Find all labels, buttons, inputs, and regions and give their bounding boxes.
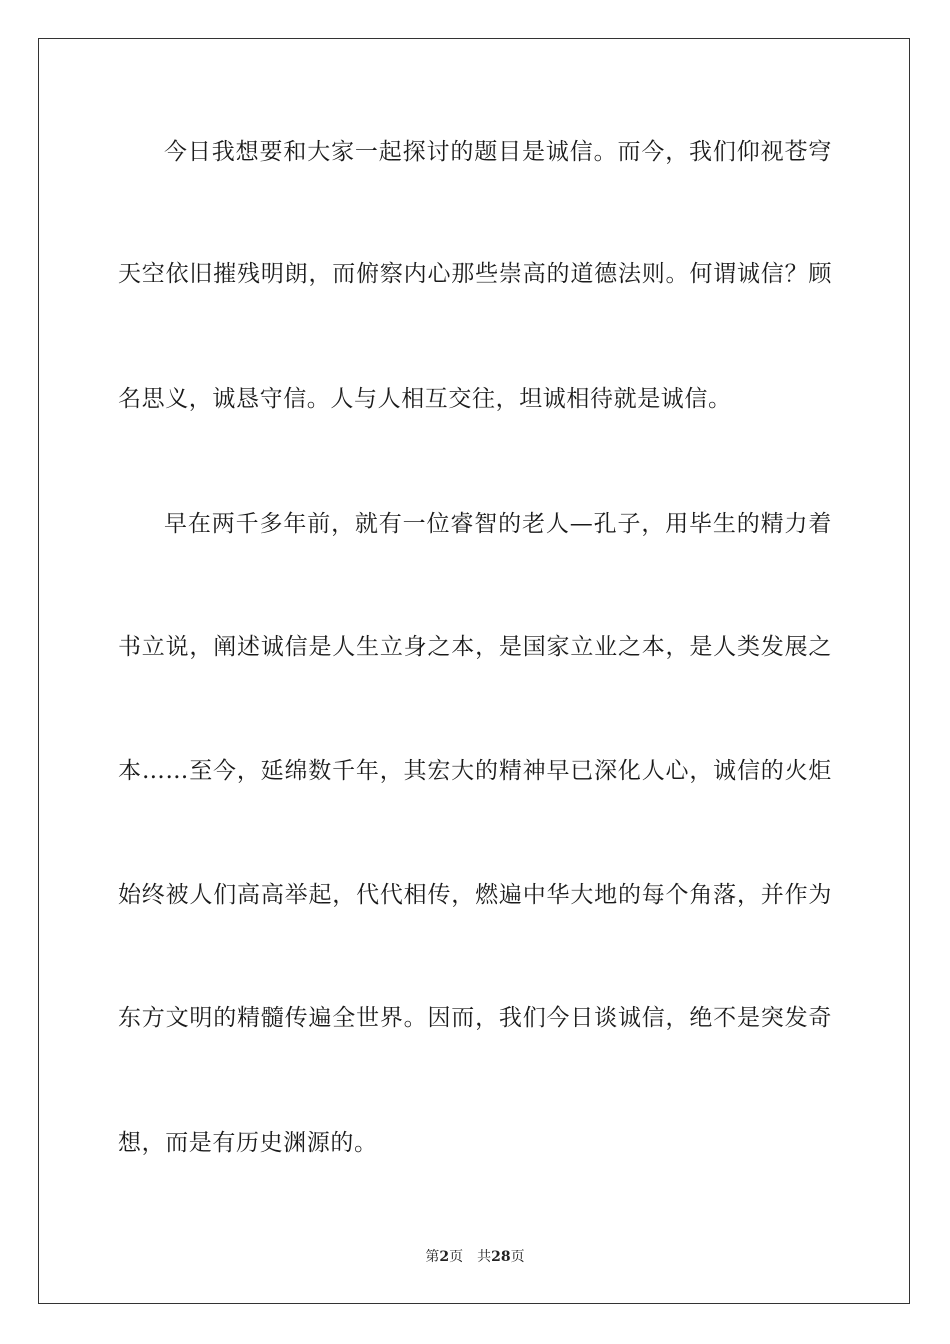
text-line: 书立说，阐述诚信是人生立身之本，是国家立业之本，是人类发展之 <box>118 634 832 660</box>
page-prefix: 第 <box>425 1249 440 1265</box>
text-line: 东方文明的精髓传遍全世界。因而，我们今日谈诚信，绝不是突发奇 <box>118 1005 832 1031</box>
text-line: 早在两千多年前，就有一位睿智的老人—孔子，用毕生的精力着 <box>164 511 832 537</box>
page-number-label <box>425 1249 463 1265</box>
total-pages: 28 <box>491 1249 511 1265</box>
page-suffix: 页 <box>449 1249 464 1265</box>
text-line: 天空依旧摧残明朗，而俯察内心那些崇高的道德法则。何谓诚信？顾 <box>118 261 832 287</box>
total-pages-label <box>477 1249 524 1265</box>
total-suffix: 页 <box>510 1249 525 1265</box>
text-line: 本……至今，延绵数千年，其宏大的精神早已深化人心，诚信的火炬 <box>118 758 832 784</box>
text-line: 想，而是有历史渊源的。 <box>118 1130 378 1156</box>
text-line: 始终被人们高高举起，代代相传，燃遍中华大地的每个角落，并作为 <box>118 882 832 908</box>
text-line: 今日我想要和大家一起探讨的题目是诚信。而今，我们仰视苍穹 <box>164 139 832 165</box>
text-line: 名思义，诚恳守信。人与人相互交往，坦诚相待就是诚信。 <box>118 386 732 412</box>
page-border <box>38 38 910 1304</box>
page-number: 2 <box>439 1249 450 1265</box>
total-prefix: 共 <box>477 1249 492 1265</box>
page-footer <box>0 1248 950 1266</box>
